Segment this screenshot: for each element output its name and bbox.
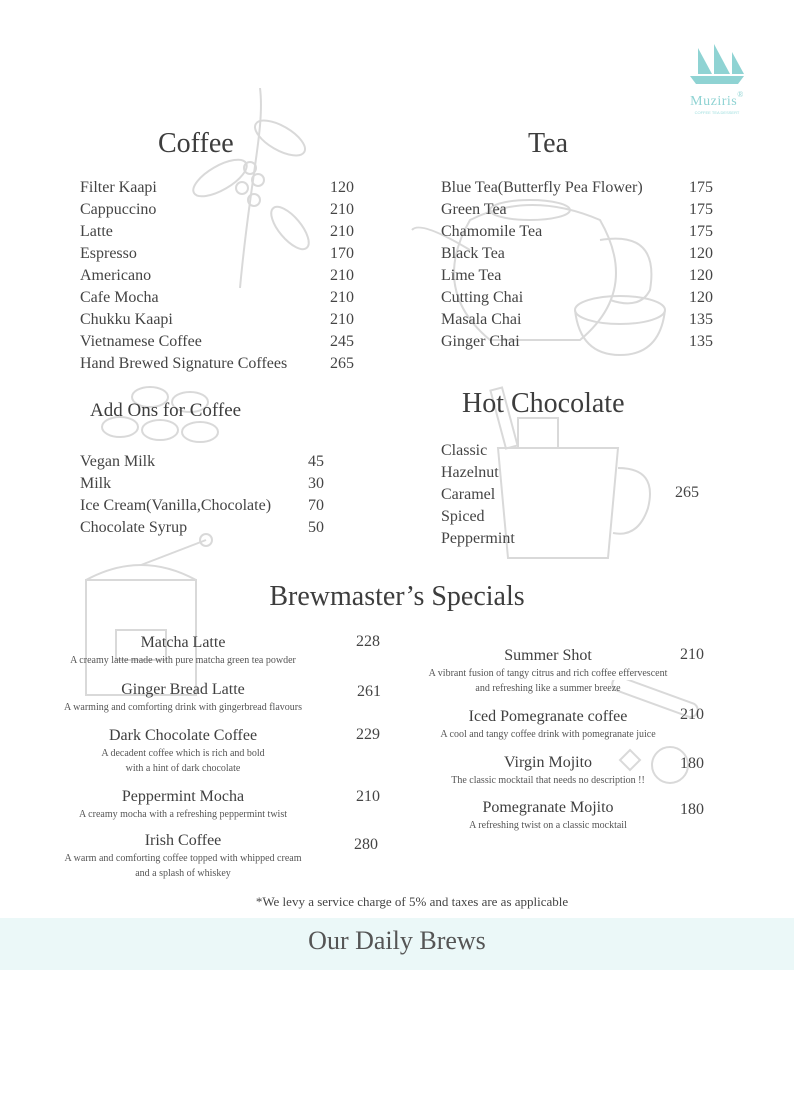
special-price: 210: [680, 646, 704, 663]
item-price: 210: [330, 289, 354, 306]
item-price: 120: [330, 179, 354, 196]
menu-item: [80, 517, 324, 539]
coffee-grinder-illustration: [66, 530, 216, 700]
item-price: 175: [689, 179, 713, 196]
menu-item: [80, 199, 354, 221]
item-price: 70: [308, 497, 324, 514]
special-price: 210: [680, 706, 704, 723]
coffee-heading: Coffee: [158, 128, 234, 159]
special-price: 280: [354, 836, 378, 853]
item-name: Green Tea: [441, 201, 507, 218]
menu-item: [80, 177, 354, 199]
item-name: Black Tea: [441, 245, 505, 262]
item-name: Chocolate Syrup: [80, 519, 188, 536]
item-name: Cappuccino: [80, 201, 157, 218]
item-name: Ice Cream(Vanilla,Chocolate): [80, 497, 272, 514]
brand-tagline: COFFEE TEA DESSERT: [694, 110, 740, 115]
item-name: Blue Tea(Butterfly Pea Flower): [441, 179, 643, 196]
menu-item: [80, 287, 354, 309]
item-name: Chukku Kaapi: [80, 311, 173, 328]
item-price: 120: [689, 245, 713, 262]
menu-item: [80, 309, 354, 331]
special-name: Virgin Mojito: [503, 754, 593, 771]
special-name: Summer Shot: [504, 647, 592, 664]
menu-item: [80, 473, 324, 495]
brand-registered-mark: ®: [737, 90, 744, 99]
item-price: 175: [689, 223, 713, 240]
special-name: Dark Chocolate Coffee: [108, 727, 258, 744]
item-price: 265: [330, 355, 354, 372]
special-item: [23, 831, 343, 881]
menu-item: [80, 265, 354, 287]
hot-chocolate-item: Peppermint: [441, 530, 515, 547]
item-price: 210: [330, 311, 354, 328]
item-name: Hand Brewed Signature Coffees: [80, 355, 288, 372]
special-item: [398, 798, 698, 833]
menu-item: [441, 287, 713, 309]
menu-item: [80, 495, 324, 517]
item-price: 170: [330, 245, 354, 262]
special-price: 180: [680, 801, 704, 818]
hot-chocolate-item: Hazelnut: [441, 464, 499, 481]
special-item: [398, 646, 698, 696]
hot-chocolate-heading: Hot Chocolate: [462, 388, 625, 419]
menu-item: [441, 243, 713, 265]
item-name: Latte: [80, 223, 113, 240]
special-description: A decadent coffee which is rich and bold with a hint of dark chocolate: [101, 748, 265, 774]
special-item: [23, 633, 343, 668]
special-description: A creamy mocha with a refreshing peppermint twist: [79, 809, 287, 820]
item-name: Cafe Mocha: [80, 289, 159, 306]
item-price: 135: [689, 333, 713, 350]
menu-item: [441, 309, 713, 331]
tea-list: [441, 177, 713, 353]
special-item: [398, 753, 698, 788]
item-price: 135: [689, 311, 713, 328]
item-name: Vegan Milk: [80, 453, 156, 470]
item-name: Vietnamese Coffee: [80, 333, 202, 350]
item-name: Cutting Chai: [441, 289, 524, 306]
addons-list: [80, 451, 324, 539]
menu-item: [441, 331, 713, 353]
special-description: A warm and comforting coffee topped with whipped cream and a splash of whiskey: [64, 853, 302, 879]
special-description: A creamy latte made with pure matcha green tea powder: [70, 655, 296, 666]
item-price: 50: [308, 519, 324, 536]
item-name: Espresso: [80, 245, 137, 262]
specials-heading: Brewmaster’s Specials: [269, 581, 525, 612]
special-name: Irish Coffee: [144, 832, 222, 849]
hot-chocolate-price: 265: [675, 484, 699, 501]
special-name: Iced Pomegranate coffee: [468, 708, 628, 725]
brand-logo: [678, 42, 756, 115]
menu-item: [80, 451, 324, 473]
special-price: 210: [356, 788, 380, 805]
menu-item: [441, 221, 713, 243]
menu-item: [80, 243, 354, 265]
special-name: Ginger Bread Latte: [121, 681, 245, 698]
special-name: Pomegranate Mojito: [482, 799, 614, 816]
special-price: 228: [356, 633, 380, 650]
brand-name: Muziris: [690, 94, 738, 109]
special-price: 261: [357, 683, 381, 700]
item-name: Ginger Chai: [441, 333, 520, 350]
hot-chocolate-list: [441, 440, 515, 550]
special-name: Matcha Latte: [140, 634, 226, 651]
menu-item: [441, 199, 713, 221]
special-description: A refreshing twist on a classic mocktail: [469, 820, 627, 831]
coffee-list: [80, 177, 354, 375]
special-price: 180: [680, 755, 704, 772]
service-charge-note: *We levy a service charge of 5% and taxes are as applicable: [255, 894, 569, 909]
menu-item: [80, 353, 354, 375]
footer-title: Our Daily Brews: [308, 926, 486, 955]
item-price: 210: [330, 201, 354, 218]
special-description: A cool and tangy coffee drink with pomegranate juice: [440, 729, 656, 740]
menu-item: [441, 265, 713, 287]
item-price: 210: [330, 267, 354, 284]
special-price: 229: [356, 726, 380, 743]
item-price: 245: [330, 333, 354, 350]
item-price: 30: [308, 475, 324, 492]
menu-item: [441, 177, 713, 199]
item-price: 210: [330, 223, 354, 240]
special-description: A warming and comforting drink with gingerbread flavours: [64, 702, 302, 713]
item-price: 120: [689, 267, 713, 284]
hot-chocolate-item: Caramel: [441, 486, 496, 503]
item-price: 175: [689, 201, 713, 218]
special-item: [23, 680, 343, 715]
special-item: [23, 726, 343, 776]
item-name: Lime Tea: [441, 267, 502, 284]
special-description: A vibrant fusion of tangy citrus and rich coffee effervescent and refreshing like a summer breeze: [428, 668, 668, 694]
item-name: Americano: [80, 267, 152, 284]
special-item: [398, 707, 698, 742]
item-name: Chamomile Tea: [441, 223, 543, 240]
tea-heading: Tea: [528, 128, 569, 159]
special-item: [23, 787, 343, 822]
item-price: 45: [308, 453, 324, 470]
hot-chocolate-item: Classic: [441, 442, 488, 459]
item-name: Filter Kaapi: [80, 179, 157, 196]
menu-item: [80, 331, 354, 353]
item-name: Masala Chai: [441, 311, 522, 328]
hot-chocolate-item: Spiced: [441, 508, 485, 525]
ship-icon: [682, 42, 752, 86]
special-name: Peppermint Mocha: [121, 788, 245, 805]
item-name: Milk: [80, 475, 112, 492]
special-description: The classic mocktail that needs no description !!: [451, 775, 645, 786]
addons-heading: Add Ons for Coffee: [90, 400, 242, 421]
item-price: 120: [689, 289, 713, 306]
menu-item: [80, 221, 354, 243]
